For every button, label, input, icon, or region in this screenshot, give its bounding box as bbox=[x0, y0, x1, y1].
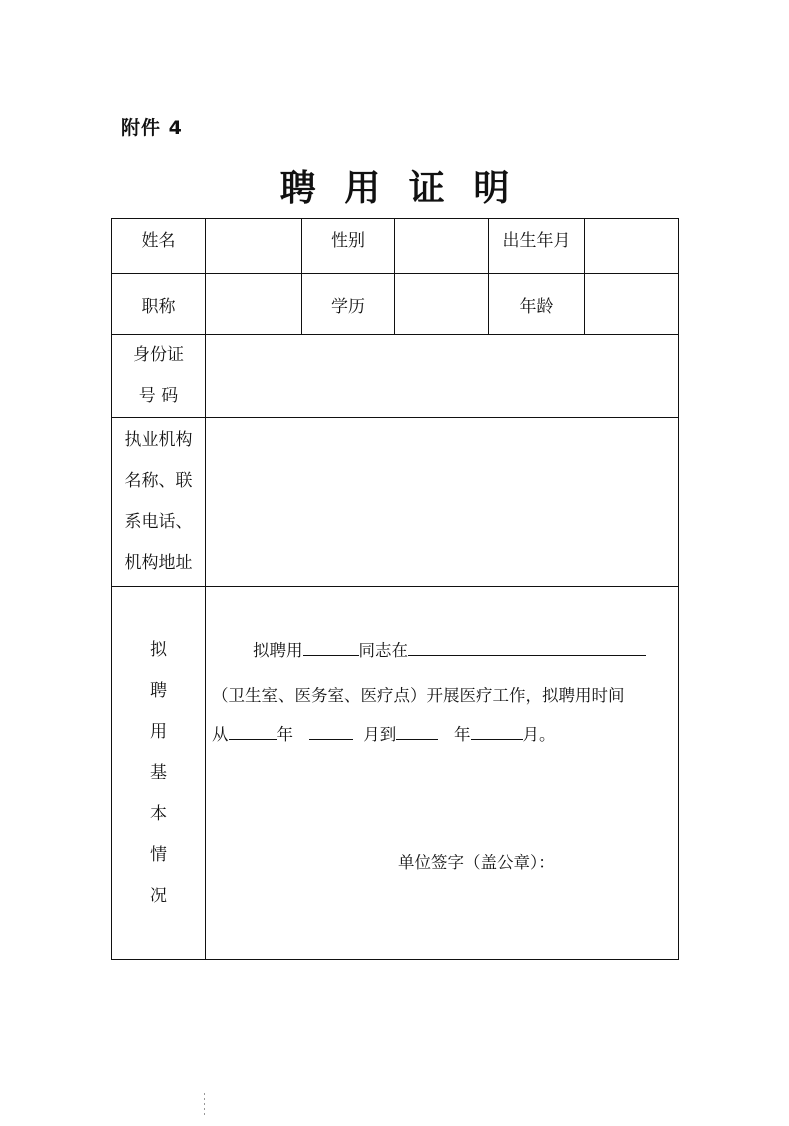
title-char: 证 bbox=[408, 168, 445, 209]
title-label-cell bbox=[112, 274, 206, 335]
end-month-blank[interactable] bbox=[471, 723, 523, 740]
plan-line-1 bbox=[253, 637, 646, 661]
plan-content-cell bbox=[206, 587, 679, 960]
plan-label-char: 用 bbox=[150, 721, 167, 742]
org-info-label-line: 执业机构 bbox=[124, 430, 193, 450]
table-row bbox=[112, 219, 679, 274]
org-info-label-line: 机构地址 bbox=[124, 553, 193, 573]
plan-text: 月到 bbox=[363, 725, 397, 744]
plan-label-char: 本 bbox=[150, 803, 167, 824]
table-row bbox=[112, 335, 679, 418]
org-info-field[interactable] bbox=[206, 418, 679, 587]
end-year-blank[interactable] bbox=[396, 723, 438, 740]
org-label-cell bbox=[112, 418, 206, 587]
plan-label-cell bbox=[112, 587, 206, 960]
name-field[interactable] bbox=[206, 219, 302, 274]
table-row bbox=[112, 418, 679, 587]
education-label: 学历 bbox=[331, 296, 365, 317]
plan-text: 从 bbox=[212, 725, 229, 744]
id-number-label-line: 身份证 bbox=[133, 345, 184, 365]
birth-date-label: 出生年月 bbox=[502, 230, 571, 251]
plan-text: 年 bbox=[454, 725, 471, 744]
attachment-label: 附件 4 bbox=[121, 117, 183, 139]
workplace-blank[interactable] bbox=[408, 639, 646, 656]
name-label: 姓名 bbox=[141, 230, 176, 251]
birth-date-field[interactable] bbox=[585, 219, 679, 274]
plan-label-char: 基 bbox=[150, 762, 167, 783]
title-char: 用 bbox=[344, 168, 381, 209]
scan-artifact bbox=[204, 1093, 205, 1115]
org-info-label-line: 系电话、 bbox=[124, 512, 193, 532]
education-field[interactable] bbox=[395, 274, 489, 335]
org-info-label-line: 名称、联 bbox=[124, 471, 193, 491]
age-field[interactable] bbox=[585, 274, 679, 335]
education-label-cell bbox=[302, 274, 395, 335]
plan-label-char: 聘 bbox=[150, 680, 167, 701]
table-row bbox=[112, 587, 679, 960]
table-row bbox=[112, 274, 679, 335]
name-label-cell bbox=[112, 219, 206, 274]
age-label-cell bbox=[489, 274, 585, 335]
start-month-blank[interactable] bbox=[309, 723, 353, 740]
plan-label-char: 拟 bbox=[150, 639, 167, 660]
id-number-label-line: 号 码 bbox=[138, 386, 179, 406]
plan-line-2: （卫生室、医务室、医疗点）开展医疗工作，拟聘用时间 bbox=[212, 686, 625, 705]
signature-label: 单位签字（盖公章）： bbox=[398, 853, 555, 872]
page-title bbox=[0, 160, 789, 211]
plan-label-char: 情 bbox=[150, 844, 167, 865]
plan-line-3 bbox=[212, 721, 556, 745]
professional-title-field[interactable] bbox=[206, 274, 302, 335]
start-year-blank[interactable] bbox=[229, 723, 277, 740]
age-label: 年龄 bbox=[519, 296, 554, 317]
plan-text: 年 bbox=[276, 725, 293, 744]
employment-form-table bbox=[111, 218, 679, 960]
gender-field[interactable] bbox=[395, 219, 489, 274]
plan-label-char: 况 bbox=[150, 885, 167, 906]
id-number-field[interactable] bbox=[206, 335, 679, 418]
id-label-cell bbox=[112, 335, 206, 418]
plan-text: 同志在 bbox=[358, 641, 408, 660]
birth-label-cell bbox=[489, 219, 585, 274]
title-char: 聘 bbox=[279, 168, 316, 209]
gender-label: 性别 bbox=[331, 230, 365, 251]
gender-label-cell bbox=[302, 219, 395, 274]
title-char: 明 bbox=[473, 168, 510, 209]
professional-title-label: 职称 bbox=[141, 296, 176, 317]
employee-name-blank[interactable] bbox=[303, 639, 359, 656]
plan-text: 拟聘用 bbox=[253, 641, 303, 660]
plan-text: 月。 bbox=[522, 725, 556, 744]
